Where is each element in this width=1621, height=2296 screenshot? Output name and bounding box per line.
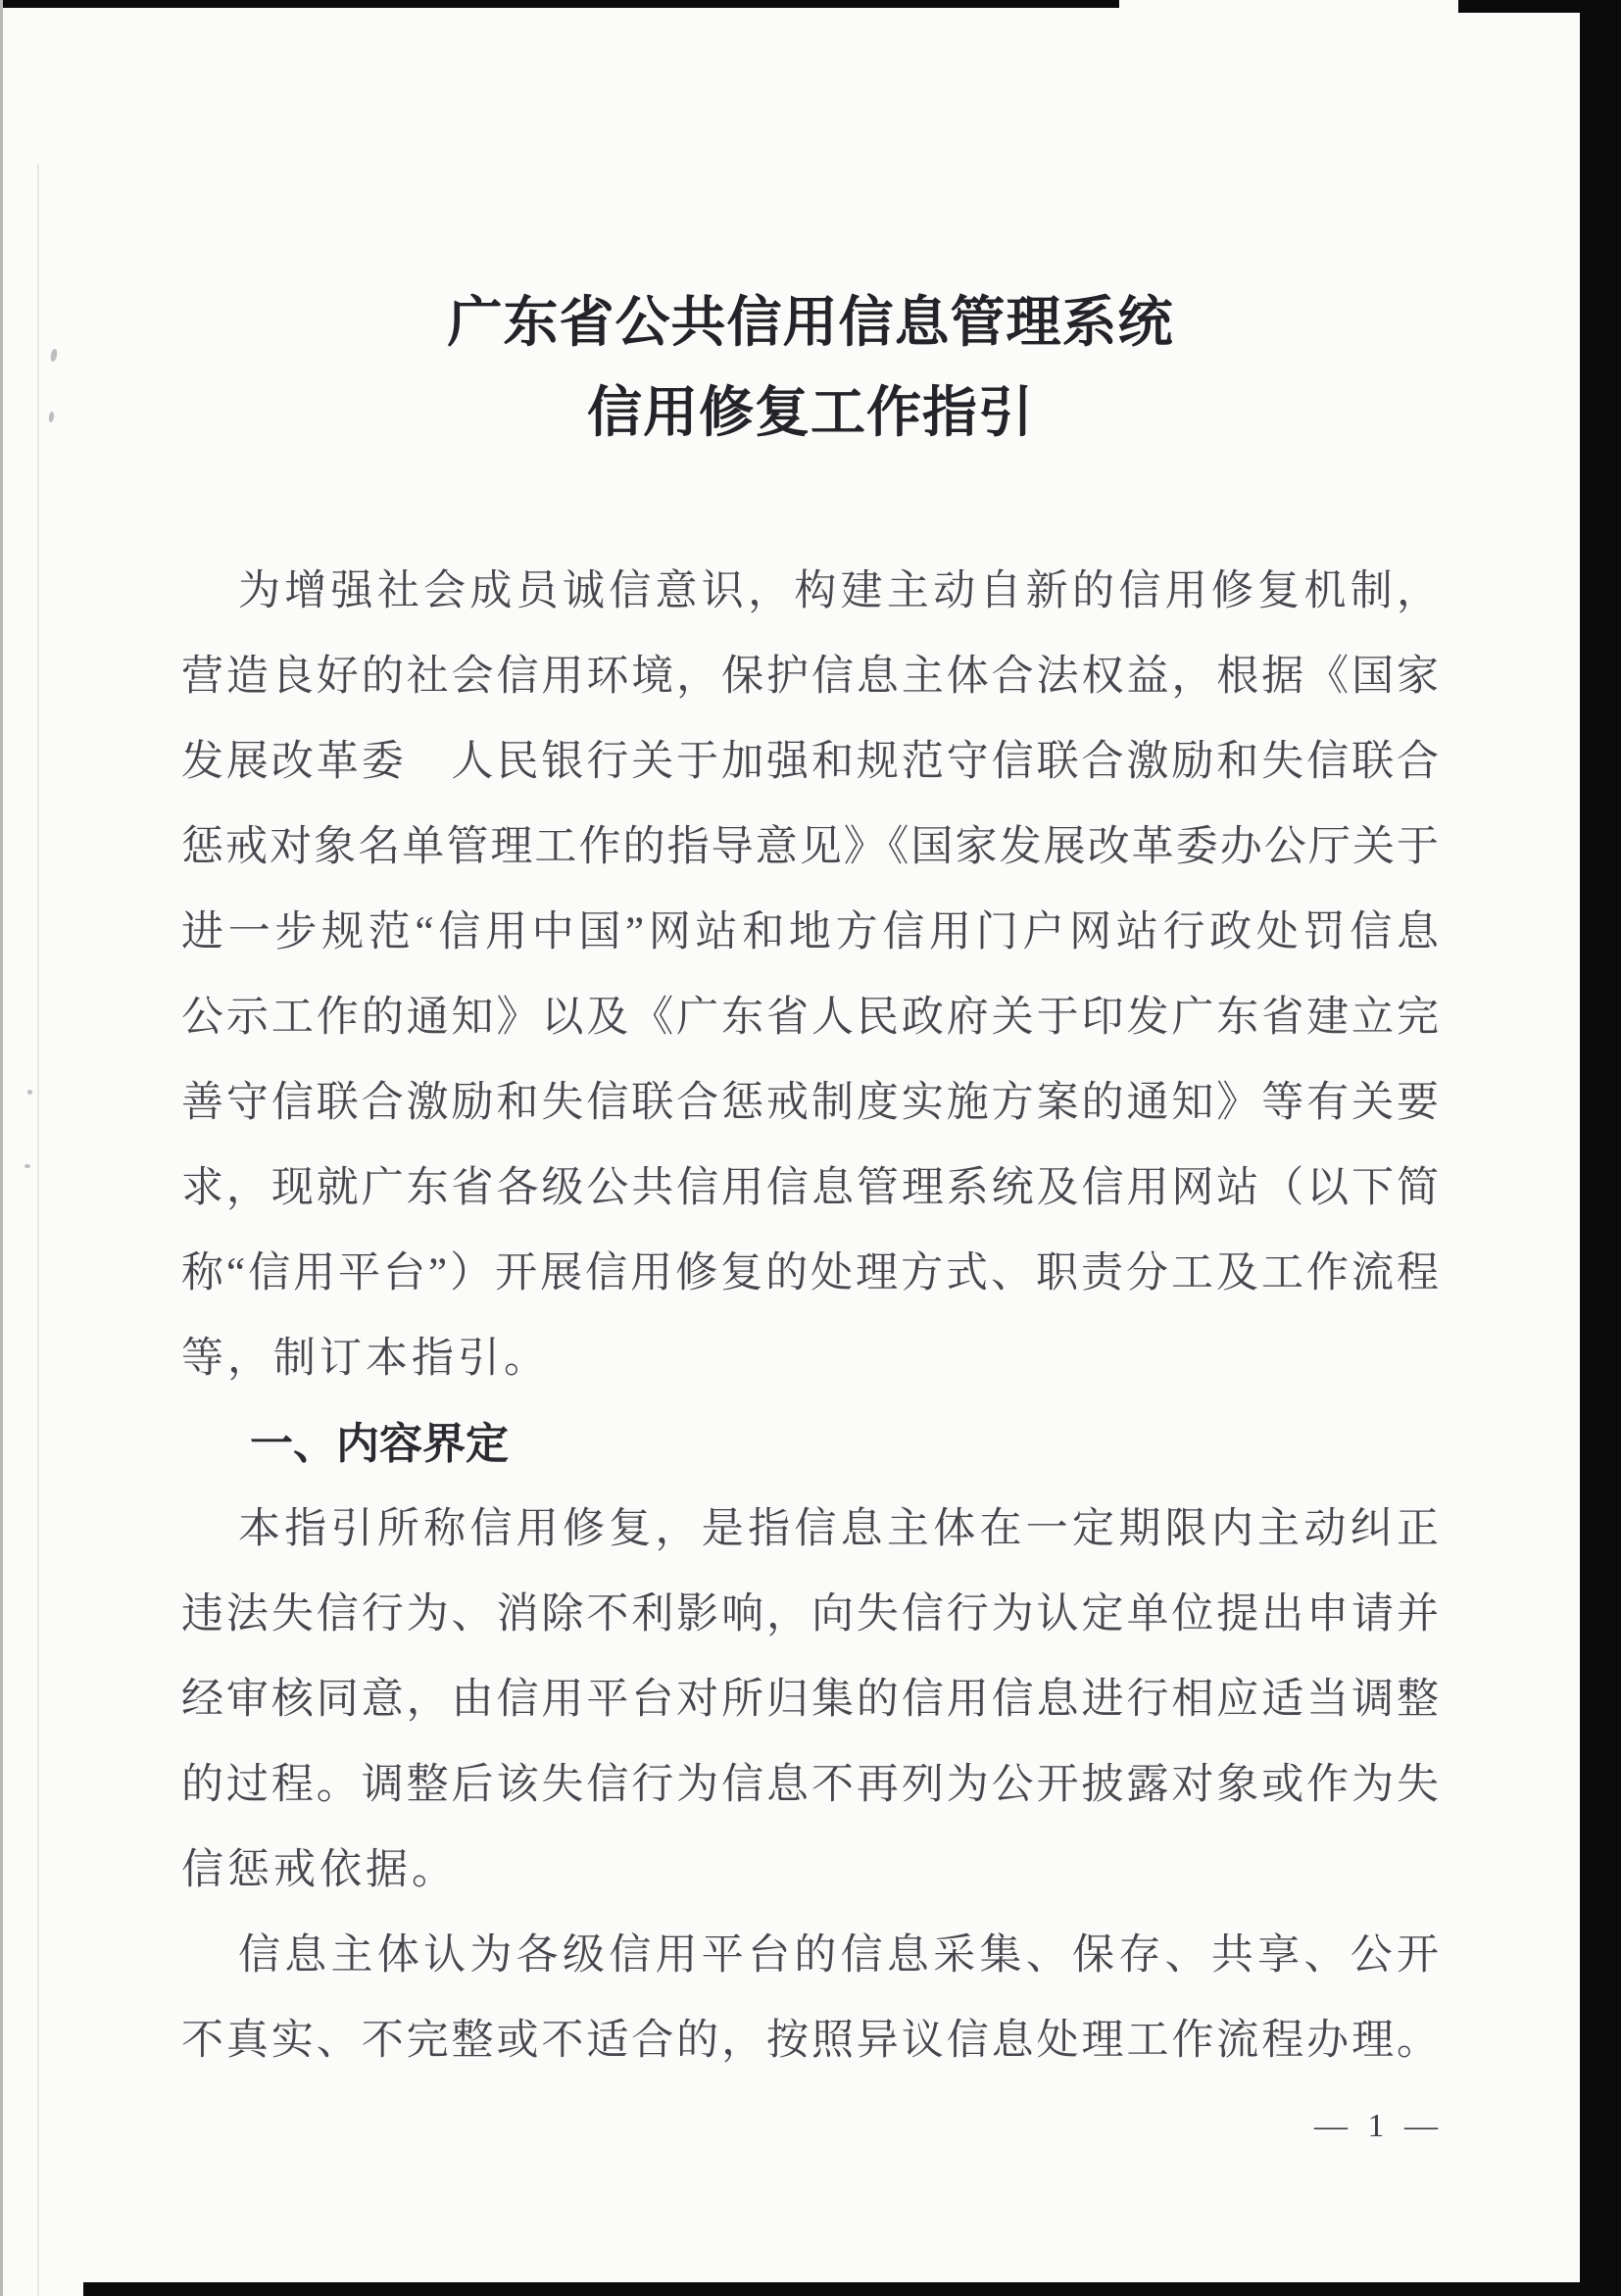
paragraph-line: 信息主体认为各级信用平台的信息采集、保存、共享、公开 bbox=[238, 1932, 1439, 1978]
scan-artifact-top-bar bbox=[0, 0, 1119, 8]
paragraph-line: 经审核同意，由信用平台对所归集的信用信息进行相应适当调整 bbox=[181, 1677, 1439, 1723]
page-number: — 1 — bbox=[1314, 2108, 1444, 2144]
scan-speck bbox=[27, 1090, 32, 1095]
paragraph-line: 为增强社会成员诚信意识，构建主动自新的信用修复机制， bbox=[238, 568, 1439, 614]
scan-artifact-fold-line bbox=[37, 165, 39, 2296]
paragraph-line: 惩戒对象名单管理工作的指导意见》《国家发展改革委办公厅关于 bbox=[181, 824, 1439, 870]
paragraph-line: 善守信联合激励和失信联合惩戒制度实施方案的通知》等有关要 bbox=[181, 1080, 1439, 1126]
paragraph-line: 称“信用平台”）开展信用修复的处理方式、职责分工及工作流程 bbox=[181, 1250, 1439, 1296]
paragraph-line: 公示工作的通知》以及《广东省人民政府关于印发广东省建立完 bbox=[181, 995, 1439, 1041]
scan-artifact-bottom-bar bbox=[83, 2282, 1621, 2296]
paragraph-line: 营造良好的社会信用环境，保护信息主体合法权益，根据《国家 bbox=[181, 654, 1439, 700]
paragraph-line: 违法失信行为、消除不利影响，向失信行为认定单位提出申请并 bbox=[181, 1591, 1439, 1637]
paragraph-line: 的过程。调整后该失信行为信息不再列为公开披露对象或作为失 bbox=[181, 1762, 1439, 1808]
document-body bbox=[181, 549, 1439, 2083]
paragraph-line: 等，制订本指引。 bbox=[181, 1336, 550, 1382]
document-title-line-1: 广东省公共信用信息管理系统 bbox=[447, 291, 1174, 353]
document-title-line-2: 信用修复工作指引 bbox=[587, 381, 1034, 443]
section-heading: 一、内容界定 bbox=[250, 1420, 509, 1468]
paragraph-line: 不真实、不完整或不适合的，按照异议信息处理工作流程办理。 bbox=[181, 2018, 1439, 2064]
document-title bbox=[0, 277, 1621, 458]
paragraph-line: 本指引所称信用修复，是指信息主体在一定期限内主动纠正 bbox=[238, 1506, 1439, 1552]
paragraph-line: 求，现就广东省各级公共信用信息管理系统及信用网站（以下简 bbox=[181, 1165, 1439, 1211]
paragraph-line: 信惩戒依据。 bbox=[181, 1847, 458, 1893]
scan-speck bbox=[25, 1164, 30, 1168]
paragraph-line: 发展改革委 人民银行关于加强和规范守信联合激励和失信联合 bbox=[181, 739, 1439, 785]
paragraph-line: 进一步规范“信用中国”网站和地方信用门户网站行政处罚信息 bbox=[181, 909, 1439, 955]
